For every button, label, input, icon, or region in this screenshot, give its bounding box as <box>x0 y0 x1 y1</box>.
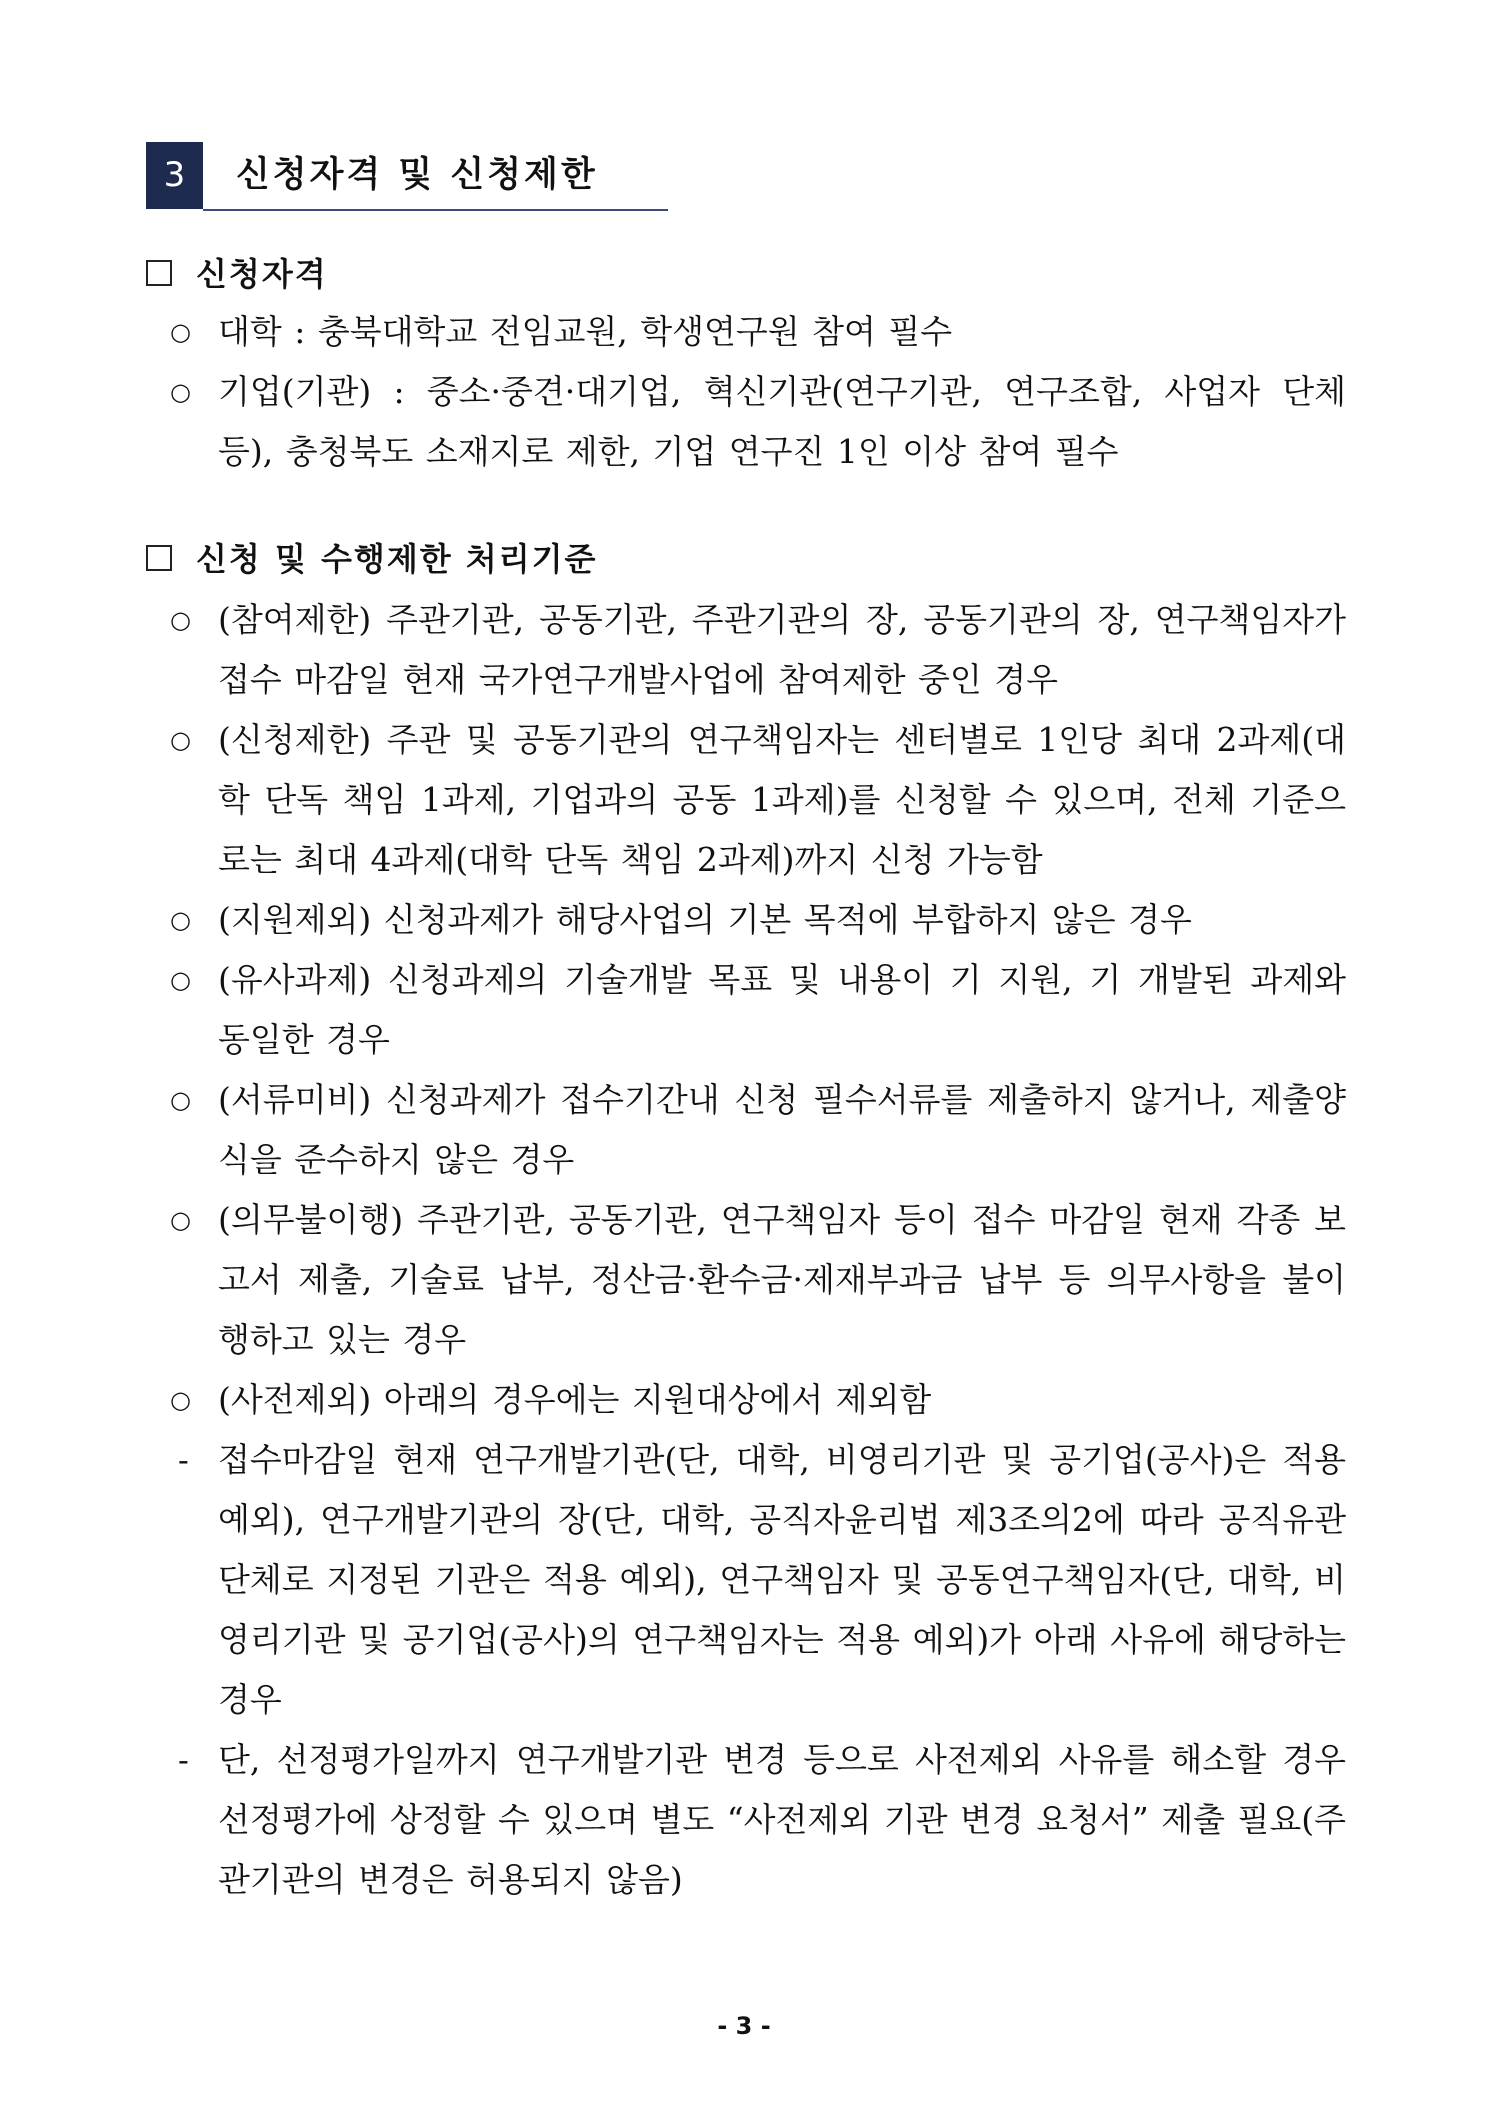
list-item-text: 대학 : 충북대학교 전임교원, 학생연구원 참여 필수 <box>218 312 953 351</box>
list-item <box>170 1370 1346 1430</box>
list-item <box>170 302 1346 362</box>
list-item <box>170 890 1346 950</box>
list-item-text: (사전제외) 아래의 경우에는 지원대상에서 제외함 <box>218 1380 932 1419</box>
list-item-text: (유사과제) 신청과제의 기술개발 목표 및 내용이 기 지원, 기 개발된 과제와 동일한 경우 <box>218 960 1346 1059</box>
section-underline <box>203 209 668 211</box>
square-bullet-icon <box>146 260 172 286</box>
eligibility-heading-text: 신청자격 <box>196 255 328 293</box>
section-header <box>146 142 668 211</box>
dash-bullet-icon: - <box>178 1741 189 1779</box>
restrictions-heading-text: 신청 및 수행제한 처리기준 <box>196 540 598 578</box>
list-item <box>170 950 1346 1070</box>
list-item <box>170 590 1346 710</box>
sub-list-item-text: 접수마감일 현재 연구개발기관(단, 대학, 비영리기관 및 공기업(공사)은 적용 예외), 연구개발기관의 장(단, 대학, 공직자윤리법 제3조의2에 따라 공직유관단체로 지정된 기관은 적용 예외), 연구책임자 및 공동연구책임자(단, 대학, 비영리기관 및 공기업(공사)의 연구책임자는 적용 예외)가 아래 사유에 해당하는 경우 <box>218 1440 1346 1719</box>
square-bullet-icon <box>146 545 172 571</box>
page-number: - 3 - <box>717 2012 771 2040</box>
list-item-text: (의무불이행) 주관기관, 공동기관, 연구책임자 등이 접수 마감일 현재 각종 보고서 제출, 기술료 납부, 정산금·환수금·제재부과금 납부 등 의무사항을 불이행하고 있는 경우 <box>218 1200 1346 1359</box>
list-item-text: (서류미비) 신청과제가 접수기간내 신청 필수서류를 제출하지 않거나, 제출양식을 준수하지 않은 경우 <box>218 1080 1346 1179</box>
sub-list-item <box>178 1730 1346 1910</box>
list-item-text: (지원제외) 신청과제가 해당사업의 기본 목적에 부합하지 않은 경우 <box>218 900 1192 939</box>
list-item-text: (참여제한) 주관기관, 공동기관, 주관기관의 장, 공동기관의 장, 연구책임자가 접수 마감일 현재 국가연구개발사업에 참여제한 중인 경우 <box>218 600 1346 699</box>
circle-bullet-icon: ○ <box>170 966 191 994</box>
list-item <box>170 1190 1346 1370</box>
dash-bullet-icon: - <box>178 1441 189 1479</box>
list-item <box>170 1070 1346 1190</box>
circle-bullet-icon: ○ <box>170 1086 191 1114</box>
circle-bullet-icon: ○ <box>170 606 191 634</box>
list-item <box>170 362 1346 482</box>
section-number-badge: 3 <box>146 142 203 209</box>
list-item-text: (신청제한) 주관 및 공동기관의 연구책임자는 센터별로 1인당 최대 2과제(대학 단독 책임 1과제, 기업과의 공동 1과제)를 신청할 수 있으며, 전체 기준으로는 최대 4과제(대학 단독 책임 2과제)까지 신청 가능함 <box>218 720 1346 879</box>
sub-list-item <box>178 1430 1346 1730</box>
circle-bullet-icon: ○ <box>170 378 191 406</box>
circle-bullet-icon: ○ <box>170 906 191 934</box>
list-item-text: 기업(기관) : 중소·중견·대기업, 혁신기관(연구기관, 연구조합, 사업자 단체 등), 충청북도 소재지로 제한, 기업 연구진 1인 이상 참여 필수 <box>218 372 1346 471</box>
circle-bullet-icon: ○ <box>170 318 191 346</box>
circle-bullet-icon: ○ <box>170 1206 191 1234</box>
section-title: 신청자격 및 신청제한 <box>236 155 598 195</box>
circle-bullet-icon: ○ <box>170 726 191 754</box>
circle-bullet-icon: ○ <box>170 1386 191 1414</box>
list-item <box>170 710 1346 890</box>
sub-list-item-text: 단, 선정평가일까지 연구개발기관 변경 등으로 사전제외 사유를 해소할 경우 선정평가에 상정할 수 있으며 별도 “사전제외 기관 변경 요청서” 제출 필요(주관기관의 변경은 허용되지 않음) <box>218 1740 1346 1899</box>
